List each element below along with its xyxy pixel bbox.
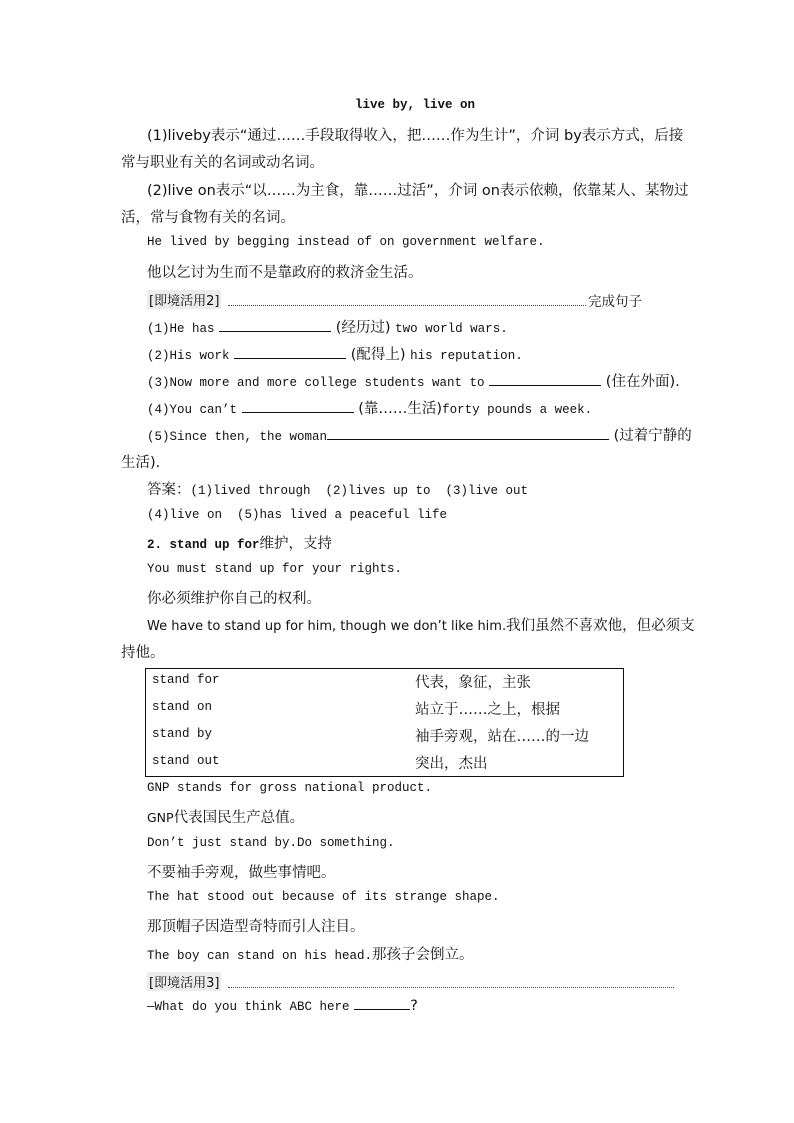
question-3-prefix: (3)Now more and more college students want to [147,376,485,390]
question-4-suffix: forty pounds a week. [442,403,593,417]
practice-3-tag-label: [即境活用3] [147,972,221,991]
question-5 [147,424,692,445]
example-gnp-chinese-text: 代表国民生产总值。 [173,810,305,826]
question-1-hint: (经历过) [335,320,391,336]
table-meaning: 袖手旁观，站在……的一边 [415,729,589,745]
table-phrase: stand on [152,700,213,714]
dotted-rule [228,305,586,306]
table-row [146,723,623,750]
paragraph-2-line-2: 活，常与食物有关的名词。 [121,210,295,226]
practice-2-tag [147,290,221,309]
question-2-suffix: his reputation. [410,349,523,363]
table-meaning: 突出，杰出 [415,756,488,772]
answers-label: 答案： [147,482,191,498]
section-2-example-2-chinese: 我们虽然不喜欢他，但必须支 [506,618,695,634]
practice-2-tag-label: [即境活用2] [147,290,221,309]
table-meaning: 代表，象征，主张 [415,675,531,691]
paragraph-2-line-1: (2)live on表示“以……为主食，靠……过活”，介词 on表示依赖，依靠某人、某物过 [147,183,689,199]
example-stand-on-english: The boy can stand on his head. [147,949,373,963]
phrase-table [145,668,624,777]
example-gnp-chinese-prefix: GNP [147,810,174,825]
table-phrase: stand for [152,673,220,687]
example-stand-on [147,943,474,964]
paragraph-1-line-1: (1)liveby表示“通过……手段取得收入，把……作为生计”，介词 by表示方式，后接 [147,128,684,144]
example-gnp-chinese [147,806,304,827]
example-stand-by-english: Don’t just stand by.Do something. [147,836,395,850]
example-stand-out-chinese: 那顶帽子因造型奇特而引人注目。 [147,919,365,935]
table-row [146,750,623,777]
dotted-rule [228,987,674,988]
question-5-prefix: (5)Since then, the woman [147,430,328,444]
example-stand-by-chinese: 不要袖手旁观，做些事情吧。 [147,865,336,881]
answers-line-1 [147,478,528,499]
table-row [146,669,623,696]
practice-2-instruction: 完成句子 [588,294,642,310]
example-gnp-english: GNP stands for gross national product. [147,781,433,795]
question-4-prefix: (4)You can’t [147,403,238,417]
question-2-prefix: (2)His work [147,349,230,363]
question-1-prefix: (1)He has [147,322,215,336]
section-2-example-2-continued: 持他。 [121,645,165,661]
answer-blank-6[interactable] [354,997,410,1010]
question-1-suffix: two world wars. [395,322,508,336]
practice-3-question-1-suffix: ? [410,998,418,1014]
question-2-hint: (配得上) [350,347,406,363]
table-phrase: stand out [152,754,220,768]
section-2-example-2 [147,614,695,635]
paragraph-1-line-2: 常与职业有关的名词或动名词。 [121,155,324,171]
practice-3-tag [147,972,221,991]
example-stand-out-english: The hat stood out because of its strange shape. [147,890,500,904]
question-5-continued: 生活). [121,455,161,471]
answers-line-2: (4)live on (5)has lived a peaceful life [147,508,448,522]
table-meaning: 站立于……之上，根据 [415,702,560,718]
section-title: live by, live on [355,98,476,112]
question-3-hint: (住在外面). [605,374,680,390]
section-2-example-1-chinese: 你必须维护你自己的权利。 [147,591,321,607]
practice-3-question-1-prefix: —What do you think ABC here [147,1000,350,1014]
answers-text-1: (1)lived through (2)lives up to (3)live out [190,484,529,498]
table-row [146,696,623,723]
table-phrase: stand by [152,727,213,741]
answer-blank-3[interactable] [489,373,601,386]
section-2-example-2-english: We have to stand up for him, though we don’t like him. [147,619,507,634]
example-1-chinese: 他以乞讨为生而不是靠政府的救济金生活。 [147,265,423,281]
question-1 [147,316,508,337]
answer-blank-2[interactable] [234,346,346,359]
section-2-heading [147,532,332,553]
question-5-hint: (过着宁静的 [613,428,692,444]
section-2-example-1-english: You must stand up for your rights. [147,562,403,576]
section-2-heading-english: 2. stand up for [147,538,260,552]
answer-blank-5[interactable] [327,427,609,440]
section-2-heading-chinese: 维护，支持 [259,536,333,552]
question-2 [147,343,523,364]
answer-blank-1[interactable] [219,319,331,332]
question-4 [147,397,592,418]
example-1-english: He lived by begging instead of on government welfare. [147,235,545,249]
answer-blank-4[interactable] [242,400,354,413]
example-stand-on-chinese: 那孩子会倒立。 [372,947,474,963]
practice-3-question-1 [147,997,418,1014]
question-4-hint: (靠……生活) [358,401,443,417]
question-3 [147,370,680,391]
